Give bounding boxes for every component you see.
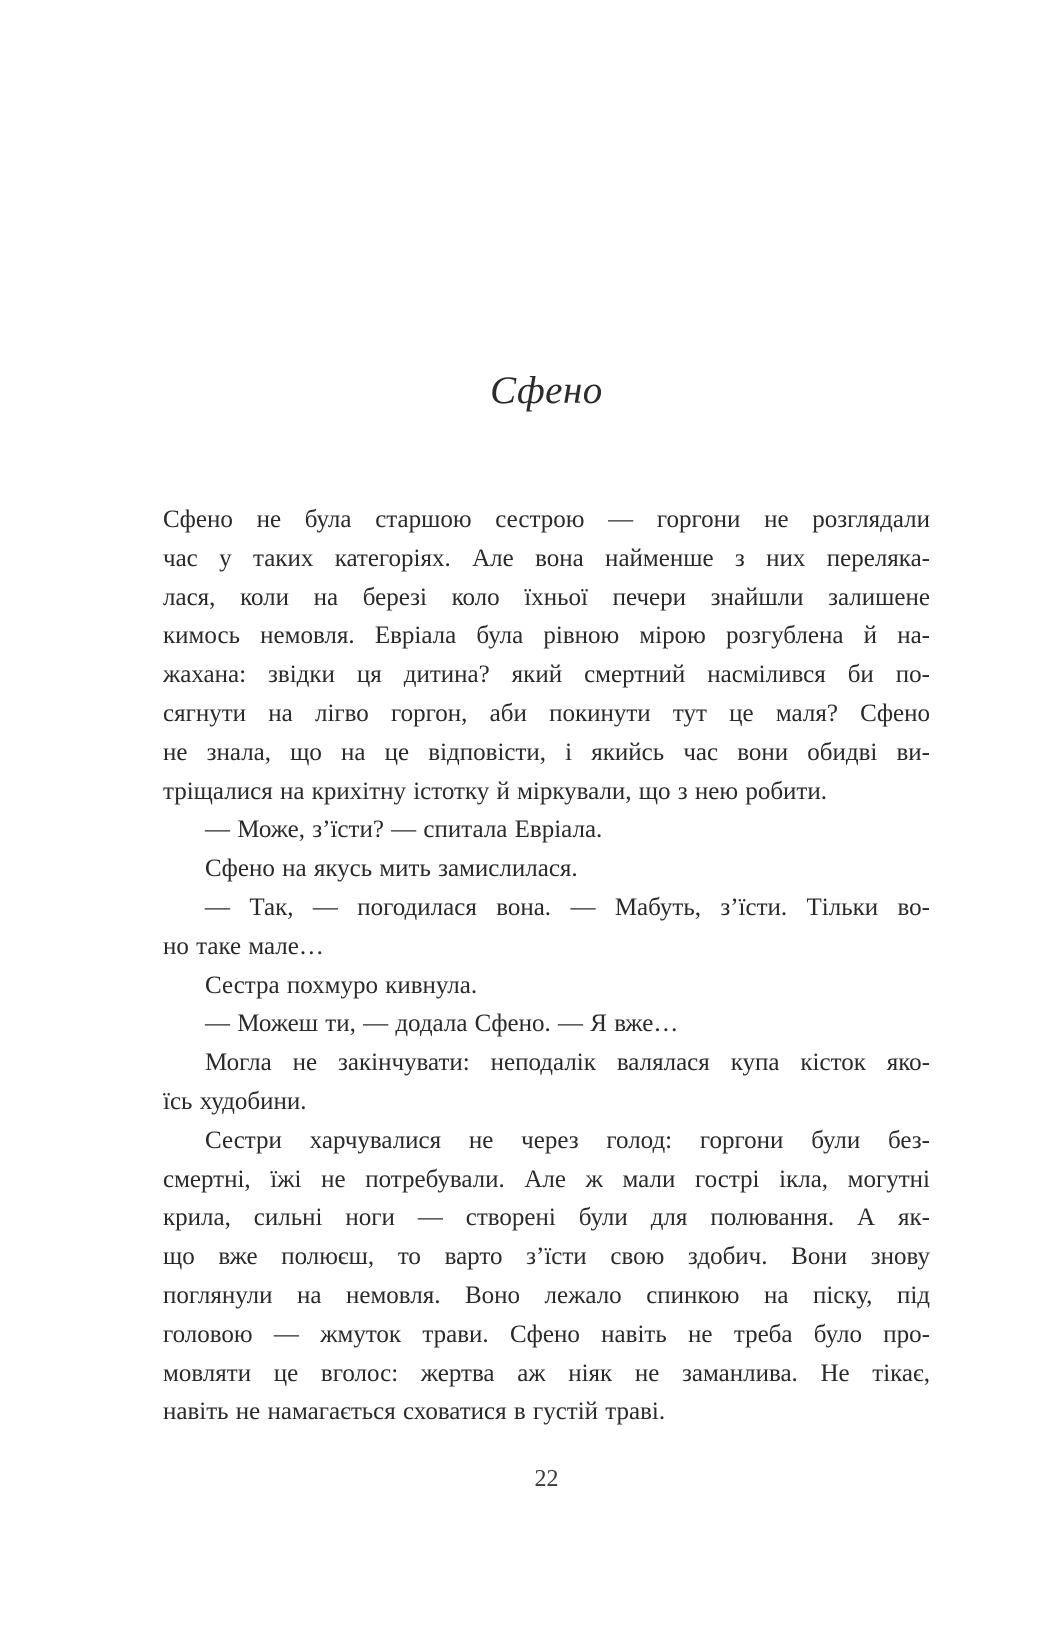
text-line: час у таких категоріях. Але вона найменше з них переляка-	[163, 544, 930, 572]
text-line: крила, сильні ноги — створені були для полювання. А як-	[163, 1204, 930, 1232]
text-line: Сестра похмуро кивнула.	[205, 971, 478, 999]
text-line: їсь худобини.	[163, 1087, 307, 1115]
text-line: жахана: звідки ця дитина? який смертний насмілився би по-	[163, 661, 930, 689]
text-line: Сфено на якусь мить замислилася.	[205, 855, 578, 883]
chapter-title: Сфено	[490, 369, 603, 412]
text-line: лася, коли на березі коло їхньої печери знайшли залишене	[163, 583, 930, 611]
text-line: Могла не закінчувати: неподалік валялася купа кісток яко-	[205, 1049, 930, 1077]
text-line: — Так, — погодилася вона. — Мабуть, з’їсти. Тільки во-	[205, 893, 930, 921]
text-line: Сестри харчувалися не через голод: горгони були без-	[205, 1126, 930, 1154]
text-line: Сфено не була старшою сестрою — горгони не розглядали	[163, 506, 930, 533]
text-line: кимось немовля. Евріала була рівною мірою розгублена й на-	[163, 622, 930, 650]
text-line: сягнути на лігво горгон, аби покинути тут це маля? Сфено	[163, 699, 930, 727]
text-line: тріщалися на крихітну істотку й міркували, що з нею робити.	[163, 777, 827, 805]
text-line: — Можеш ти, — додала Сфено. — Я вже…	[205, 1010, 679, 1038]
page-number: 22	[534, 1466, 559, 1492]
text-line: мовляти це вголос: жертва аж ніяк не заманлива. Не тікає,	[163, 1359, 930, 1387]
text-line: но таке мале…	[163, 932, 324, 960]
body-text	[163, 501, 930, 1432]
text-line: поглянули на немовля. Воно лежало спинкою на піску, під	[163, 1281, 930, 1309]
text-line: навіть не намагається сховатися в густій траві.	[163, 1398, 666, 1426]
text-line: смертні, їжі не потребували. Але ж мали гострі ікла, могутні	[163, 1165, 930, 1193]
text-line: — Може, з’їсти? — спитала Евріала.	[205, 816, 603, 844]
text-line: головою — жмуток трави. Сфено навіть не треба було про-	[163, 1320, 930, 1348]
text-line: що вже полюєш, то варто з’їсти свою здобич. Вони знову	[163, 1243, 930, 1271]
text-line: не знала, що на це відповісти, і якийсь час вони обидві ви-	[163, 738, 930, 766]
